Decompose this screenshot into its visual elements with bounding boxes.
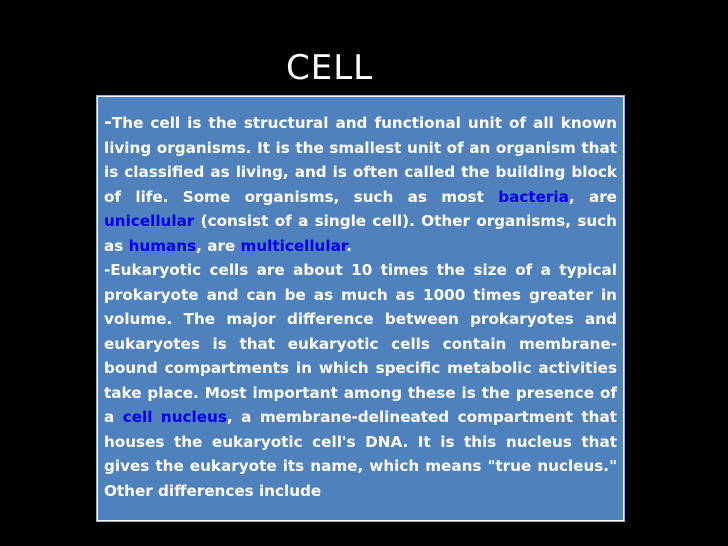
text-segment: (consist of a single cell). Other organisms, such as [104,212,617,255]
text-segment: , are [568,187,617,206]
text-segment: , a membrane-delineated compartment that houses the eukaryotic cell's DNA. It is this nucleus that gives the eukaryote its name, which means "true nucleus." Other differences include [104,408,618,500]
link-cell-nucleus[interactable]: cell nucleus [122,408,227,426]
paragraph-cell-definition [104,110,617,258]
link-humans[interactable]: humans [128,236,197,255]
slide-title: CELL [286,48,374,88]
paragraph-dash: - [104,111,112,133]
text-segment: , are [196,236,241,255]
link-unicellular[interactable]: unicellular [104,212,195,230]
link-multicellular[interactable]: multicellular [240,236,347,255]
content-text-box [96,95,625,522]
link-bacteria[interactable]: bacteria [498,187,569,206]
text-segment: . [346,236,352,255]
paragraph-eukaryotic-cells [104,258,617,503]
text-segment: The cell is the structural and functional unit of all known living organisms. It is the smallest unit of an organism that is classified as living, and is often called the building block of life. Some organisms, such as most [104,114,617,206]
text-segment: -Eukaryotic cells are about 10 times the size of a typical prokaryote and can be as much as 1000 times greater in volume. The major difference between prokaryotes and eukaryotes is that eukaryotic cells contain membrane-bound compartments in which specific metabolic activities take place. Most important among these is the presence of a [104,261,617,426]
